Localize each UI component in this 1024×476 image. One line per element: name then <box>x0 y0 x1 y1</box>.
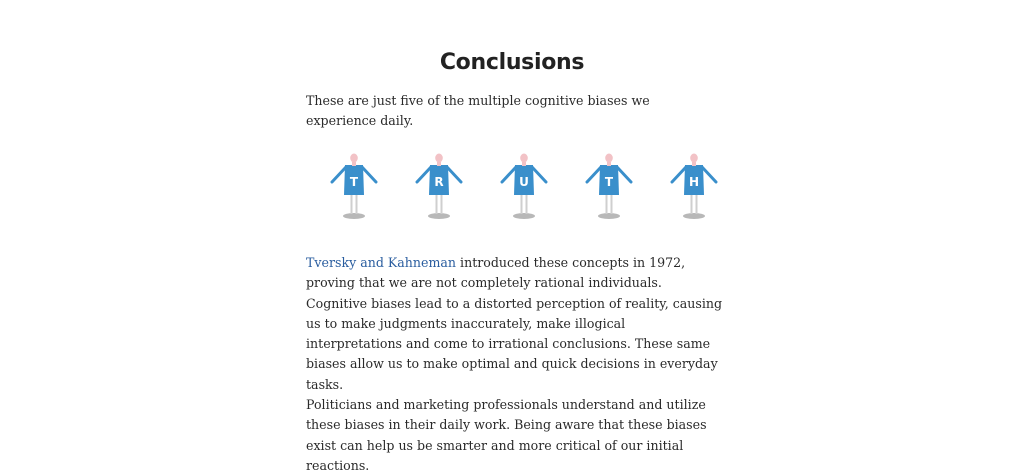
tversky-kahneman-link[interactable]: Tversky and Kahneman <box>306 255 457 270</box>
truth-illustration <box>330 150 730 230</box>
figure-person <box>500 150 548 222</box>
figure-letter: U <box>519 175 529 189</box>
figure-letter: R <box>434 175 444 189</box>
figure-person <box>670 150 718 222</box>
figure-person <box>585 150 633 222</box>
body-paragraph-2: Politicians and marketing professionals understand and utilize these biases in their daily work. Being aware that these biases exist can help us be smarter and more critical of our initial reactions. <box>306 397 707 473</box>
figure-letter: T <box>604 175 614 189</box>
intro-paragraph: These are just five of the multiple cognitive biases we experience daily. <box>306 93 650 129</box>
figure-person <box>415 150 463 222</box>
body-paragraph-1 <box>306 253 724 395</box>
figure-letter: T <box>349 175 359 189</box>
body-paragraph-1-text: introduced these concepts in 1972, proving that we are not completely rational individuals. Cognitive biases lead to a distorted perception of reality, causing us to make judgments inaccurately, make illogical interpretations and come to irrational conclusions. These same biases allow us to make optimal and quick decisions in everyday tasks. <box>306 255 723 392</box>
section-title: Conclusions <box>439 50 585 75</box>
figure-letter: H <box>688 175 700 189</box>
figure-person <box>330 150 378 222</box>
